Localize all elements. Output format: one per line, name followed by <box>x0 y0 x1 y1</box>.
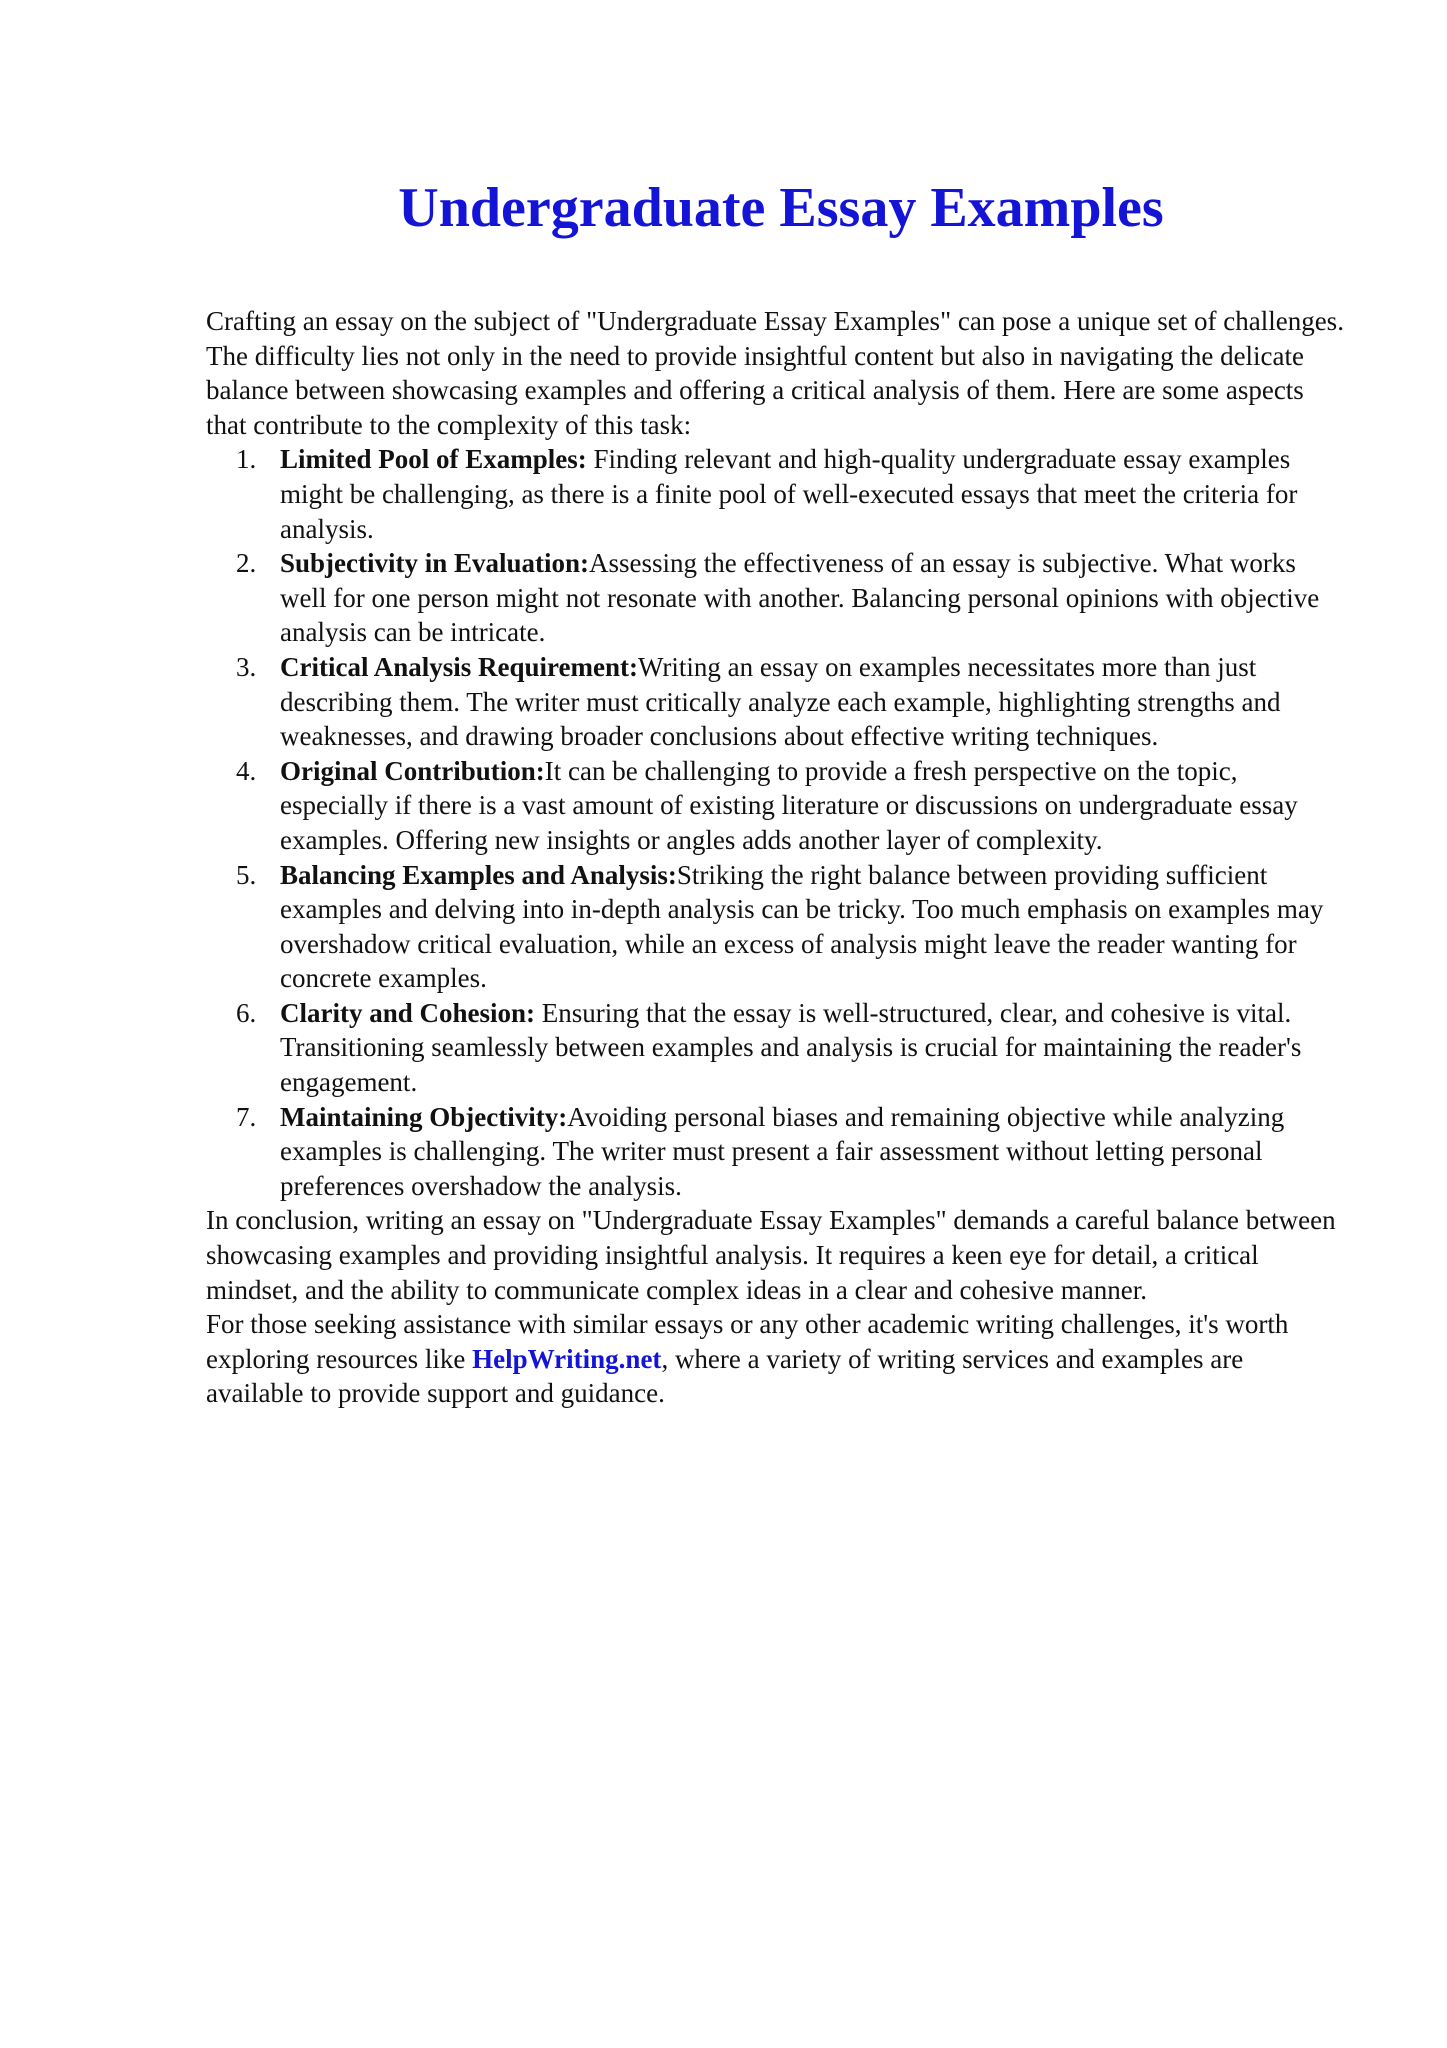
list-item <box>206 858 1346 996</box>
list-item-text: Ensuring that the essay is well-structured, clear, and cohesive is vital. Transitioning seamlessly between examples and analysis is crucial for maintaining the reader's engagement. <box>280 997 1302 1098</box>
list-item-heading: Limited Pool of Examples: <box>280 444 587 475</box>
intro-paragraph: Crafting an essay on the subject of "Undergraduate Essay Examples" can pose a unique set of challenges. The difficulty lies not only in the need to provide insightful content but also in navigating the delicate balance between showcasing examples and offering a critical analysis of them. Here are some aspects that contribute to the complexity of this task: <box>206 306 1344 440</box>
list-item-heading: Original Contribution: <box>280 755 545 786</box>
list-item-text: Assessing the effectiveness of an essay is subjective. What works well for one person might not resonate with another. Balancing personal opinions with objective analysis can be intricate. <box>280 548 1320 648</box>
conclusion-paragraph: In conclusion, writing an essay on "Undergraduate Essay Examples" demands a careful balance between showcasing examples and providing insightful analysis. It requires a keen eye for detail, a critical mindset, and the ability to communicate complex ideas in a clear and cohesive manner. <box>206 1205 1336 1305</box>
closing-text-before: For those seeking assistance with similar essays or any other academic writing challenges, it's worth exploring resources like <box>206 1309 1289 1374</box>
list-item-heading: Clarity and Cohesion: <box>280 997 536 1028</box>
list-item-heading: Balancing Examples and Analysis: <box>280 859 677 890</box>
list-item-number: 7. <box>236 1101 257 1132</box>
list-item-text: It can be challenging to provide a fresh perspective on the topic, especially if there is a vast amount of existing literature or discussions on undergraduate essay examples. Offering new insights or angles adds another layer of complexity. <box>280 755 1298 855</box>
list-item <box>206 546 1346 650</box>
list-item-text: Writing an essay on examples necessitates more than just describing them. The writer must critically analyze each example, highlighting strengths and weaknesses, and drawing broader conclusions about effective writing techniques. <box>280 651 1281 752</box>
list-item-text: Finding relevant and high-quality undergraduate essay examples might be challenging, as there is a finite pool of well-executed essays that meet the criteria for analysis. <box>280 444 1298 544</box>
page-title: Undergraduate Essay Examples <box>398 177 1164 239</box>
list-item-number: 6. <box>236 997 257 1028</box>
closing-paragraph <box>206 1307 1346 1411</box>
list-item-text: Avoiding personal biases and remaining objective while analyzing examples is challenging. The writer must present a fair assessment without letting personal preferences overshadow the analysis. <box>280 1101 1285 1201</box>
list-item-heading: Subjectivity in Evaluation: <box>280 548 590 579</box>
list-item-number: 4. <box>236 755 257 786</box>
list-item <box>206 442 1346 546</box>
closing-text-after: , where a variety of writing services and examples are available to provide support and guidance. <box>206 1343 1244 1409</box>
list-item-heading: Critical Analysis Requirement: <box>280 651 638 682</box>
list-item-number: 5. <box>236 859 257 890</box>
list-item <box>206 650 1346 754</box>
list-item-heading: Maintaining Objectivity: <box>280 1101 568 1132</box>
list-item-text: Striking the right balance between providing sufficient examples and delving into in-depth analysis can be tricky. Too much emphasis on examples may overshadow critical evaluation, while an excess of analysis might leave the reader wanting for concrete examples. <box>280 859 1324 994</box>
list-item <box>206 1100 1346 1204</box>
document-body <box>206 170 1346 1411</box>
aspects-list <box>206 442 1346 1203</box>
list-item-number: 3. <box>236 651 257 682</box>
list-item <box>206 754 1346 858</box>
list-item-number: 1. <box>236 444 257 475</box>
list-item <box>206 996 1346 1100</box>
list-item-number: 2. <box>236 548 257 579</box>
helpwriting-link[interactable]: HelpWriting.net <box>472 1343 662 1374</box>
